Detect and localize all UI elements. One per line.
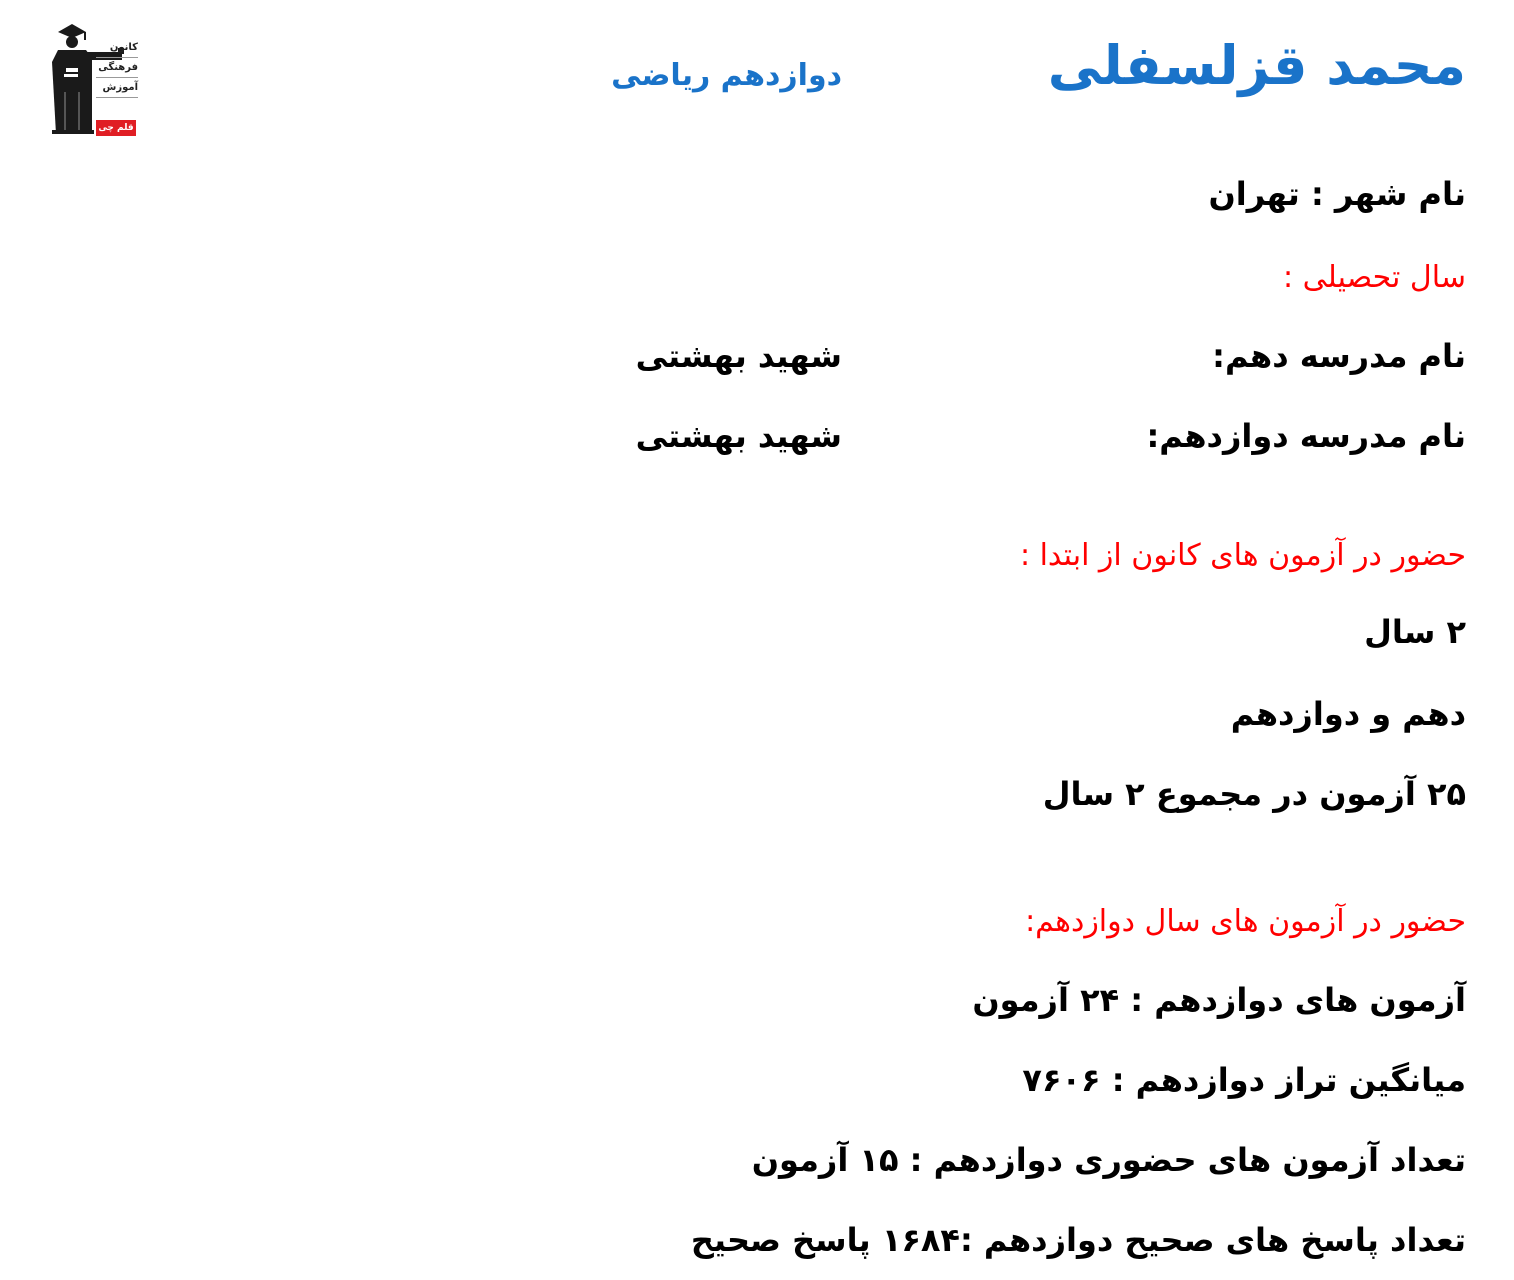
kanoon-logo xyxy=(52,22,138,136)
attendance-since-start-heading: حضور در آزمون های کانون از ابتدا : xyxy=(1019,538,1466,573)
grade12-exams: آزمون های دوازدهم : ۲۴ آزمون xyxy=(972,981,1466,1019)
student-name-title: محمد قزلسفلی xyxy=(1047,34,1466,97)
school-10-label: نام مدرسه دهم: xyxy=(1212,337,1466,375)
grade12-average-taraz: میانگین تراز دوازدهم : ۷۶۰۶ xyxy=(1022,1061,1466,1099)
logo-line-3: آموزش xyxy=(96,78,138,98)
logo-red-badge: قلم چی xyxy=(96,120,136,136)
attendance-grades: دهم و دوازدهم xyxy=(1230,695,1466,733)
attendance-grade12-heading: حضور در آزمون های سال دوازدهم: xyxy=(1025,904,1466,939)
logo-line-2: فرهنگی xyxy=(96,58,138,78)
school-12-label: نام مدرسه دوازدهم: xyxy=(1146,417,1466,455)
logo-line-1: کانون xyxy=(96,38,138,58)
attendance-total-exams: ۲۵ آزمون در مجموع ۲ سال xyxy=(1042,775,1466,813)
city-line: نام شهر : تهران xyxy=(1208,175,1466,213)
logo-text xyxy=(96,38,138,98)
grade12-in-person-exams: تعداد آزمون های حضوری دوازدهم : ۱۵ آزمون xyxy=(751,1141,1466,1179)
attendance-years: ۲ سال xyxy=(1364,613,1466,651)
academic-year-label: سال تحصیلی : xyxy=(1283,260,1466,295)
school-12-value: شهید بهشتی xyxy=(635,417,842,455)
grade12-correct-answers: تعداد پاسخ های صحیح دوازدهم :۱۶۸۴ پاسخ صحیح xyxy=(690,1221,1466,1259)
grade-label: دوازدهم ریاضی xyxy=(611,58,842,93)
school-10-value: شهید بهشتی xyxy=(635,337,842,375)
